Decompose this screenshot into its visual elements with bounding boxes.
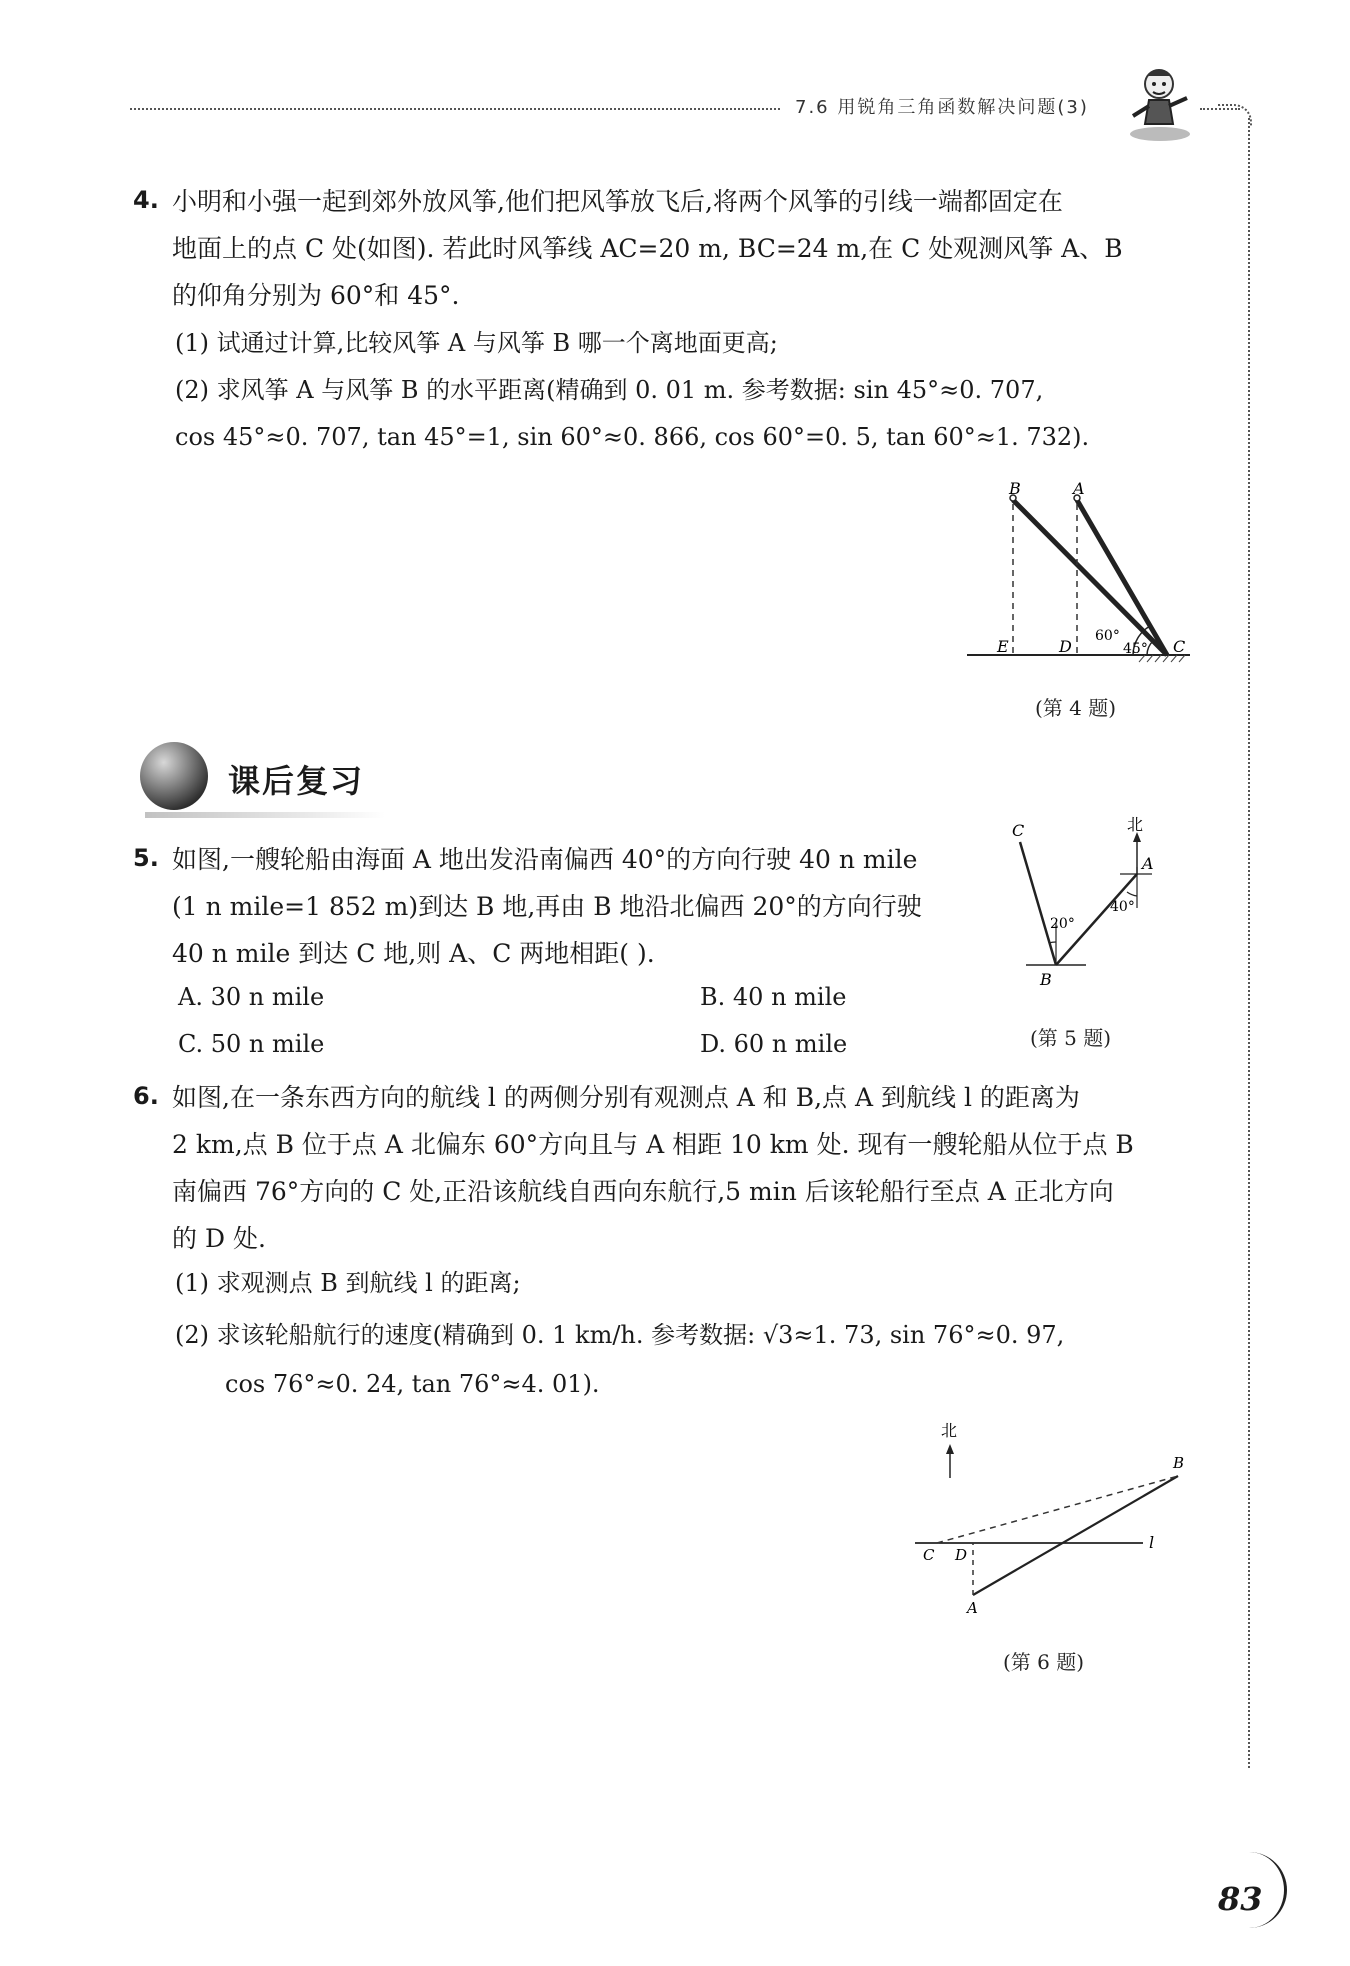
fig5-label-C: C — [1012, 821, 1025, 840]
fig4-label-E: E — [997, 637, 1009, 656]
question-6-line-1: 如图,在一条东西方向的航线 l 的两侧分别有观测点 A 和 B,点 A 到航线 l 的距离为 — [172, 1083, 1080, 1112]
fig4-label-B: B — [1009, 480, 1021, 498]
fig4-angle-45: 45° — [1123, 641, 1148, 657]
fig4-label-A: A — [1073, 480, 1085, 498]
fig6-north-label: 北 — [941, 1421, 958, 1440]
fig6-label-C: C — [923, 1546, 935, 1564]
figure-6-navigation — [905, 1410, 1195, 1620]
fig5-angle-20: 20° — [1050, 916, 1075, 932]
section-underline — [145, 812, 385, 818]
section-header: 7.6 用锐角三角函数解决问题(3) — [795, 97, 1089, 118]
question-5-number: 5. — [133, 844, 159, 872]
figure-4-caption: (第 4 题) — [1035, 696, 1117, 720]
figure-6-caption: (第 6 题) — [1003, 1650, 1085, 1674]
option-c: C. 50 n mile — [178, 1030, 325, 1058]
question-5-line-1: 如图,一艘轮船由海面 A 地出发沿南偏西 40°的方向行驶 40 n mile — [172, 845, 918, 874]
fig5-label-A: A — [1142, 854, 1154, 873]
header-rule — [130, 108, 780, 110]
question-4-line-3: 的仰角分别为 60°和 45°. — [172, 281, 460, 310]
question-6-part-1: (1) 求观测点 B 到航线 l 的距离; — [175, 1269, 521, 1297]
question-4-part-1: (1) 试通过计算,比较风筝 A 与风筝 B 哪一个离地面更高; — [175, 329, 778, 357]
fig6-label-B: B — [1173, 1454, 1185, 1472]
question-4-line-1: 小明和小强一起到郊外放风筝,他们把风筝放飞后,将两个风筝的引线一端都固定在 — [172, 187, 1063, 216]
page-corner-rule — [1218, 104, 1252, 126]
fig6-label-D: D — [955, 1546, 968, 1564]
question-5-line-3: 40 n mile 到达 C 地,则 A、C 两地相距( ). — [172, 939, 655, 968]
figure-5-caption: (第 5 题) — [1030, 1026, 1112, 1050]
fig5-label-B: B — [1040, 970, 1052, 989]
question-4-number: 4. — [133, 186, 159, 214]
mascot-illustration — [1125, 62, 1195, 142]
option-a: A. 30 n mile — [178, 983, 325, 1011]
option-d: D. 60 n mile — [700, 1030, 848, 1058]
question-6-part-2b: cos 76°≈0. 24, tan 76°≈4. 01). — [225, 1370, 600, 1398]
section-ball-icon — [140, 742, 208, 810]
question-6-line-2: 2 km,点 B 位于点 A 北偏东 60°方向且与 A 相距 10 km 处. 现有一艘轮船从位于点 B — [172, 1130, 1134, 1159]
question-5-line-2: (1 n mile=1 852 m)到达 B 地,再由 B 地沿北偏西 20°的方向行驶 — [172, 892, 922, 921]
section-title: 课后复习 — [228, 762, 365, 800]
fig6-label-A: A — [967, 1599, 978, 1617]
fig4-label-D: D — [1059, 637, 1072, 656]
figure-5-ship-route — [990, 812, 1170, 998]
question-4-part-2a: (2) 求风筝 A 与风筝 B 的水平距离(精确到 0. 01 m. 参考数据: sin 45°≈0. 707, — [175, 376, 1044, 404]
fig5-north-label: 北 — [1127, 815, 1144, 834]
question-4-text — [172, 178, 1222, 319]
question-6-line-4: 的 D 处. — [172, 1224, 266, 1253]
fig4-angle-60: 60° — [1095, 628, 1120, 644]
question-6-number: 6. — [133, 1082, 159, 1110]
question-4-line-2: 地面上的点 C 处(如图). 若此时风筝线 AC=20 m, BC=24 m,在 C 处观测风筝 A、B — [172, 234, 1123, 263]
question-6-line-3: 南偏西 76°方向的 C 处,正沿该航线自西向东航行,5 min 后该轮船行至点 A 正北方向 — [172, 1177, 1114, 1206]
figure-4-kites — [955, 480, 1195, 670]
question-5-text — [172, 836, 992, 977]
page-number: 83 — [1218, 1880, 1263, 1918]
margin-rule — [1248, 118, 1250, 1768]
question-6-text — [172, 1074, 1222, 1262]
fig5-angle-40: 40° — [1110, 899, 1135, 915]
question-6-part-2a: (2) 求该轮船航行的速度(精确到 0. 1 km/h. 参考数据: √3≈1. 73, sin 76°≈0. 97, — [175, 1321, 1065, 1349]
question-4-part-2b: cos 45°≈0. 707, tan 45°=1, sin 60°≈0. 866, cos 60°=0. 5, tan 60°≈1. 732). — [175, 423, 1090, 451]
fig4-label-C: C — [1173, 637, 1186, 656]
fig6-label-l: l — [1149, 1533, 1155, 1552]
option-b: B. 40 n mile — [700, 983, 847, 1011]
